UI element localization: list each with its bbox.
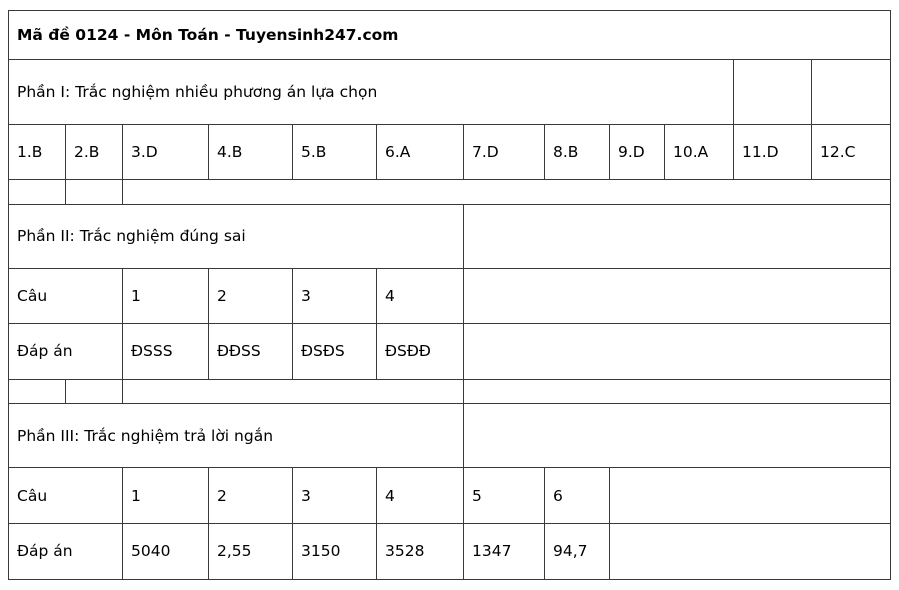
answer-sheet (8, 10, 890, 580)
part2-question-row (9, 268, 891, 324)
part3-question-2: 2 (209, 468, 293, 524)
part1-answer-10: 10.A (665, 124, 734, 180)
spacer-cell-mid (123, 380, 464, 404)
part1-answer-2: 2.B (66, 124, 123, 180)
part2-question-2: 2 (209, 268, 293, 324)
part3-question-1: 1 (123, 468, 209, 524)
part2-question-label: Câu (9, 268, 123, 324)
part2-question-4: 4 (377, 268, 464, 324)
spacer-cell-wide (464, 380, 891, 404)
part1-answer-6: 6.A (377, 124, 464, 180)
part3-answer-row (9, 524, 891, 580)
spacer-cell (9, 380, 66, 404)
part2-question-filler (464, 268, 891, 324)
spacer-row-2 (9, 380, 891, 404)
document-title-row (9, 11, 891, 60)
part1-heading-filler-1 (734, 60, 812, 124)
part2-answer-2: ĐĐSS (209, 324, 293, 380)
part1-answer-1: 1.B (9, 124, 66, 180)
part2-answer-3: ĐSĐS (293, 324, 377, 380)
spacer-cell-wide (123, 180, 891, 204)
part1-answer-3: 3.D (123, 124, 209, 180)
part1-answer-4: 4.B (209, 124, 293, 180)
part3-heading: Phần III: Trắc nghiệm trả lời ngắn (9, 404, 464, 468)
part3-question-4: 4 (377, 468, 464, 524)
part3-answer-3: 3150 (293, 524, 377, 580)
spacer-row-1 (9, 180, 891, 204)
part3-answer-2: 2,55 (209, 524, 293, 580)
part2-heading-row (9, 204, 891, 268)
part3-question-3: 3 (293, 468, 377, 524)
part2-question-1: 1 (123, 268, 209, 324)
part3-answer-1: 5040 (123, 524, 209, 580)
spacer-cell (66, 180, 123, 204)
part1-heading-row (9, 60, 891, 124)
part2-answer-filler (464, 324, 891, 380)
part3-question-5: 5 (464, 468, 545, 524)
part1-answer-8: 8.B (545, 124, 610, 180)
part2-answer-row (9, 324, 891, 380)
part2-answer-1: ĐSSS (123, 324, 209, 380)
part1-heading: Phần I: Trắc nghiệm nhiều phương án lựa chọn (9, 60, 734, 124)
part3-answer-label: Đáp án (9, 524, 123, 580)
spacer-cell (9, 180, 66, 204)
part1-answer-11: 11.D (734, 124, 812, 180)
part3-question-row (9, 468, 891, 524)
part1-answer-5: 5.B (293, 124, 377, 180)
part2-answer-label: Đáp án (9, 324, 123, 380)
part3-heading-row (9, 404, 891, 468)
answer-key-table (8, 10, 891, 580)
page-title: Mã đề 0124 - Môn Toán - Tuyensinh247.com (9, 11, 891, 60)
part1-answer-12: 12.C (812, 124, 891, 180)
part3-answer-filler (610, 524, 891, 580)
spacer-cell (66, 380, 123, 404)
part1-answer-7: 7.D (464, 124, 545, 180)
part3-question-6: 6 (545, 468, 610, 524)
part3-answer-6: 94,7 (545, 524, 610, 580)
part2-question-3: 3 (293, 268, 377, 324)
part2-heading: Phần II: Trắc nghiệm đúng sai (9, 204, 464, 268)
part3-heading-filler (464, 404, 891, 468)
part3-answer-5: 1347 (464, 524, 545, 580)
part2-heading-filler (464, 204, 891, 268)
part3-question-filler (610, 468, 891, 524)
part3-question-label: Câu (9, 468, 123, 524)
part1-answers-row (9, 124, 891, 180)
part1-heading-filler-2 (812, 60, 891, 124)
part2-answer-4: ĐSĐĐ (377, 324, 464, 380)
part1-answer-9: 9.D (610, 124, 665, 180)
part3-answer-4: 3528 (377, 524, 464, 580)
